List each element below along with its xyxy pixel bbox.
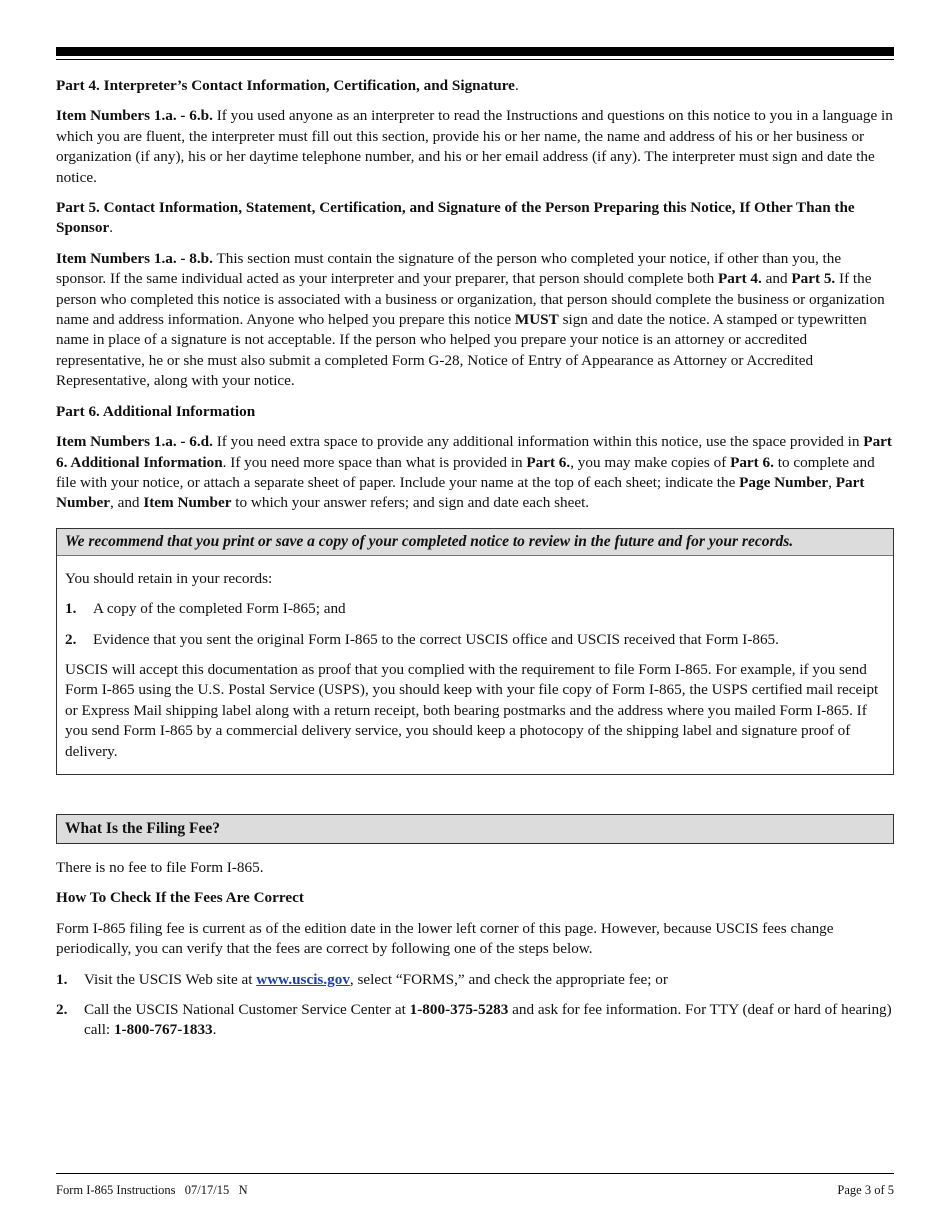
part4-item: Item Numbers 1.a. - 6.b. If you used anyone as an interpreter to read the Instructions and questions on this notice to you in a language in which you are fluent, the interpreter must fill out this section, provide his or her name, the name and address of his or her business or organization (if any), his or her daytime telephone number, and his or her email address (if any). The interpreter must sign and date the notice. bbox=[56, 107, 893, 186]
records-list-item bbox=[65, 599, 885, 619]
ncsc-phone: 1-800-375-5283 bbox=[409, 1001, 509, 1018]
uscis-website-link[interactable]: www.uscis.gov bbox=[256, 970, 350, 988]
header-thin-rule bbox=[56, 59, 894, 60]
records-list-item bbox=[65, 630, 885, 650]
instructions-content bbox=[56, 76, 894, 1051]
records-intro: You should retain in your records: bbox=[65, 569, 273, 587]
tty-phone: 1-800-767-1833 bbox=[113, 1021, 213, 1039]
list-text: Call the USCIS National Customer Service Center at 1-800-375-5283 and ask for fee information. For TTY (deaf or hard of hearing) call: 1-800-767-1833. bbox=[84, 1001, 892, 1039]
records-box-body bbox=[57, 556, 893, 774]
header-thick-rule bbox=[56, 47, 894, 56]
page-number: Page 3 of 5 bbox=[837, 1183, 894, 1197]
part5-item: Item Numbers 1.a. - 8.b. This section must contain the signature of the person who completed your notice, if other than you, the sponsor. If the same individual acted as your interpreter and your preparer, that person should complete both Part 4. and Part 5. If the person who completed this notice is associated with a business or organization, that person should complete the business or organization name and address information. Anyone who helped you prepare this notice MUST sign and date the notice. A stamped or typewritten name in place of a signature is not acceptable. If the person who helped you prepare your notice is an attorney or accredited representative, he or she must also submit a completed Form G-28, Notice of Entry of Appearance as Attorney or Accredited Representative, along with your notice. bbox=[56, 249, 885, 390]
records-box bbox=[56, 528, 894, 775]
list-number: 2. bbox=[65, 630, 77, 648]
list-number: 1. bbox=[56, 970, 68, 988]
list-number: 2. bbox=[56, 1001, 68, 1018]
fee-step-2 bbox=[56, 1000, 894, 1041]
part5-heading: Part 5. Contact Information, Statement, Certification, and Signature of the Person Preparing this Notice, If Other Than the Sponsor. bbox=[56, 199, 855, 237]
check-fees-text: Form I-865 filing fee is current as of the edition date in the lower left corner of this page. However, because USCIS fees change periodically, you can verify that the fees are correct by following one of the steps below. bbox=[56, 919, 834, 958]
form-edition-footer: Form I-865 Instructions 07/17/15 N bbox=[56, 1183, 248, 1197]
records-closing: USCIS will accept this documentation as proof that you complied with the requirement to file Form I-865. For example, if you send Form I-865 using the U.S. Postal Service (USPS), you should keep with your file copy of Form I-865, the USPS certified mail receipt or Express Mail shipping label along with a return receipt, both bearing postmarks and the address where you mailed Form I-865. If you send Form I-865 by a commercial delivery service, you should keep a photocopy of the shipping label and signature proof of delivery. bbox=[65, 660, 879, 760]
list-text: A copy of the completed Form I-865; and bbox=[93, 600, 346, 618]
records-box-heading: We recommend that you print or save a copy of your completed notice to review in the future and for your records. bbox=[57, 529, 893, 556]
no-fee-text: There is no fee to file Form I-865. bbox=[56, 858, 264, 876]
fee-step-1 bbox=[56, 970, 894, 990]
part4-heading: Part 4. Interpreter’s Contact Information, Certification, and Signature. bbox=[56, 77, 519, 94]
footer-rule bbox=[56, 1173, 894, 1174]
part6-item: Item Numbers 1.a. - 6.d. If you need extra space to provide any additional information within this notice, use the space provided in Part 6. Additional Information. If you need more space than what is provided in Part 6., you may make copies of Part 6. to complete and file with your notice, or attach a separate sheet of paper. Include your name at the top of each sheet; indicate the Page Number, Part Number, and Item Number to which your answer refers; and sign and date each sheet. bbox=[56, 433, 892, 512]
list-number: 1. bbox=[65, 600, 77, 618]
filing-fee-heading: What Is the Filing Fee? bbox=[56, 814, 894, 844]
list-text: Evidence that you sent the original Form I-865 to the correct USCIS office and USCIS received that Form I-865. bbox=[93, 630, 779, 648]
check-fees-heading: How To Check If the Fees Are Correct bbox=[56, 889, 304, 907]
part6-heading: Part 6. Additional Information bbox=[56, 402, 256, 420]
list-text: Visit the USCIS Web site at www.uscis.gov, select “FORMS,” and check the appropriate fee; or bbox=[84, 970, 668, 988]
